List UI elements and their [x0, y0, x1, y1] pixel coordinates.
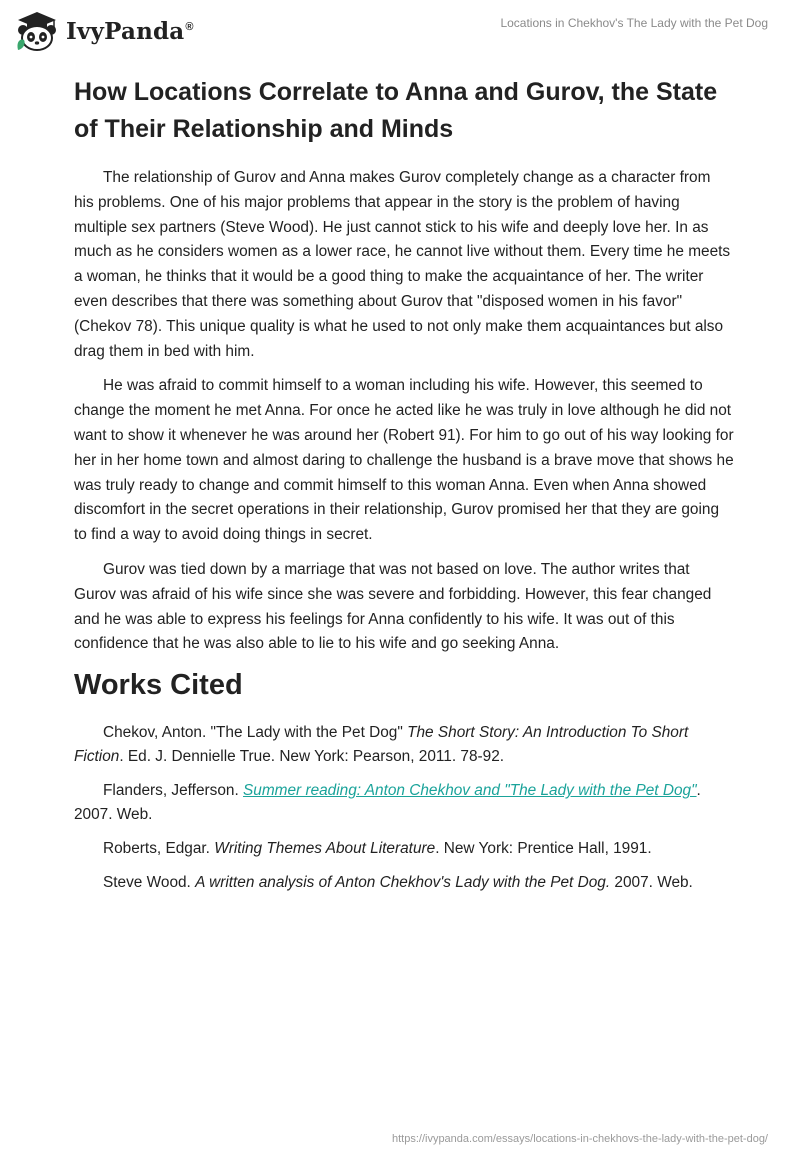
- footer-url[interactable]: https://ivypanda.com/essays/locations-in-chekhovs-the-lady-with-the-pet-dog/: [391, 1133, 768, 1145]
- paragraph-3: Gurov was tied down by a marriage that was not based on love. The author writes that Gurov was afraid of his wife since she was severe and forbidding. However, this fear changed and he was able to express his feelings for Anna confidently to his wife. It was out of this confidence that he was also able to lie to his wife and go seeking Anna.: [74, 560, 712, 653]
- works-cited-heading: Works Cited: [74, 669, 243, 702]
- reference-item: Steve Wood. A written analysis of Anton Chekhov's Lady with the Pet Dog. 2007. Web.: [103, 874, 693, 892]
- reference-item: Roberts, Edgar. Writing Themes About Literature. New York: Prentice Hall, 1991.: [103, 840, 652, 858]
- page-header: [0, 0, 800, 60]
- logo-text: IvyPanda®: [66, 17, 194, 45]
- paragraph-2: He was afraid to commit himself to a woman including his wife. However, this seemed to change the moment he met Anna. For once he acted like he was truly in love although he did not want to show it whenever he was around her (Robert 91). For him to go out of his way looking for her in her home town and almost daring to challenge the husband is a brave move that shows he was truly ready to change and commit himself to this woman Anna. Even when Anna showed discomfort in the secret operations in their relationship, Gurov promised her that they are going to find a way to avoid doing things in secret.: [74, 377, 734, 544]
- logo[interactable]: [14, 10, 194, 52]
- paragraph-1: The relationship of Gurov and Anna makes Gurov completely change as a character from his problems. One of his major problems that appear in the story is the problem of having multiple sex partners (Steve Wood). He just cannot stick to his wife and deeply love her. In as much as he considers women as a lower race, he cannot live without them. Every time he meets a woman, he thinks that it would be a good thing to make the acquaintance of her. The writer even describes that there was something about Gurov that "disposed women in his favor" (Chekov 78). This unique quality is what he used to not only make them acquaintances but also drag them in bed with him.: [74, 169, 731, 360]
- reference-item: Flanders, Jefferson. Summer reading: Anton Chekhov and "The Lady with the Pet Dog". 2007. Web.: [74, 782, 701, 824]
- header-page-title: Locations in Chekhov's The Lady with the Pet Dog: [500, 16, 768, 30]
- reference-link[interactable]: Summer reading: Anton Chekhov and "The Lady with the Pet Dog": [243, 782, 697, 800]
- article-heading: How Locations Correlate to Anna and Gurov, the State of Their Relationship and Minds: [74, 78, 718, 143]
- panda-logo-icon: [14, 10, 60, 52]
- article-content: [74, 74, 734, 905]
- reference-item: Chekov, Anton. "The Lady with the Pet Dog" The Short Story: An Introduction To Short Fiction. Ed. J. Dennielle True. New York: Pearson, 2011. 78-92.: [74, 724, 689, 766]
